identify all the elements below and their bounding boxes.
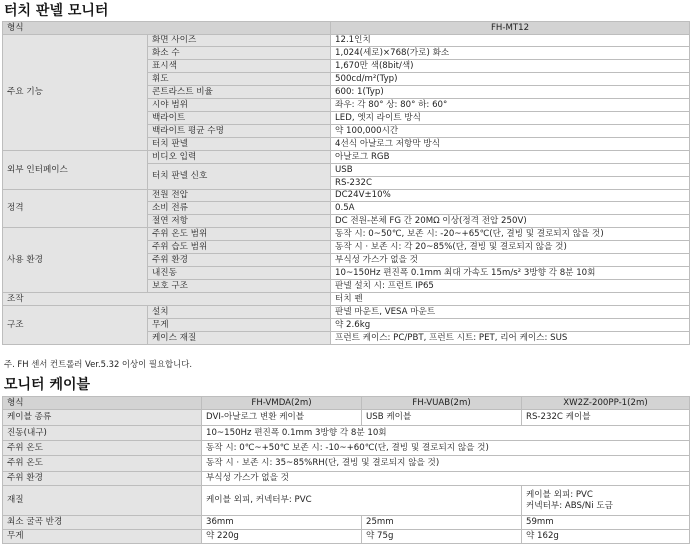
item-value: 좌우: 각 80° 상: 80° 하: 60° — [331, 99, 690, 112]
item-value: 약 100,000시간 — [331, 125, 690, 138]
cable-row — [3, 456, 690, 472]
header-model: FH-MT12 — [331, 22, 690, 35]
spec-row — [3, 228, 690, 241]
item-value: 4선식 아날로그 저항막 방식 — [331, 138, 690, 151]
header-model: FH-VMDA(2m) — [202, 397, 362, 410]
item-label: 전원 전압 — [148, 190, 331, 202]
cell-value: 36mm — [202, 516, 362, 530]
cell-value: DVI-아날로그 변환 케이블 — [202, 410, 362, 426]
item-value: 1,670만 색(8bit/색) — [331, 60, 690, 73]
spec-row — [3, 35, 690, 47]
cell-value: 약 220g — [202, 530, 362, 544]
group-label: 주요 기능 — [3, 35, 148, 151]
spec-row — [3, 151, 690, 164]
item-value: 터치 펜 — [331, 293, 690, 306]
row-label: 주위 환경 — [3, 472, 202, 486]
item-value: 600: 1(Typ) — [331, 86, 690, 99]
item-label: 보호 구조 — [148, 280, 331, 293]
group-label: 조작 — [3, 293, 331, 306]
spec-row — [3, 190, 690, 202]
item-value: USB — [331, 164, 690, 177]
cell-value: RS-232C 케이블 — [522, 410, 690, 426]
footnote: 주. FH 센서 컨트롤러 Ver.5.32 이상이 필요합니다. — [4, 359, 192, 369]
cell-value: 25mm — [362, 516, 522, 530]
item-value: 500cd/m²(Typ) — [331, 73, 690, 86]
material-line: 커넥터부: ABS/Ni 도금 — [526, 500, 613, 511]
cell-value-multiline — [522, 486, 690, 516]
spec-header-row — [3, 22, 690, 35]
item-value: 동작 시 · 보존 시: 각 20~85%(단, 결빙 및 결로되지 않을 것) — [331, 241, 690, 254]
item-label: 소비 전류 — [148, 202, 331, 215]
monitor-spec-table — [2, 21, 690, 345]
item-value: 판넬 설치 시: 프런트 IP65 — [331, 280, 690, 293]
cable-row — [3, 516, 690, 530]
header-label: 형식 — [3, 397, 202, 410]
group-label: 구조 — [3, 306, 148, 345]
section1-title: 터치 판넬 모니터 — [4, 3, 109, 19]
item-label: 케이스 재질 — [148, 332, 331, 345]
item-label: 설치 — [148, 306, 331, 319]
cell-value: 59mm — [522, 516, 690, 530]
spec-row — [3, 306, 690, 319]
spec-row — [3, 293, 690, 306]
cell-value: 부식성 가스가 없을 것 — [202, 472, 690, 486]
item-value: 부식성 가스가 없을 것 — [331, 254, 690, 267]
cell-value: 약 75g — [362, 530, 522, 544]
item-value: DC24V±10% — [331, 190, 690, 202]
item-label: 주위 환경 — [148, 254, 331, 267]
item-label: 내진동 — [148, 267, 331, 280]
item-value: 아날로그 RGB — [331, 151, 690, 164]
group-label: 외부 인터페이스 — [3, 151, 148, 190]
header-model: FH-VUAB(2m) — [362, 397, 522, 410]
item-value: 판넬 마운트, VESA 마운트 — [331, 306, 690, 319]
cable-row — [3, 441, 690, 456]
item-label: 절연 저항 — [148, 215, 331, 228]
row-label: 진동(내구) — [3, 426, 202, 441]
row-label: 재질 — [3, 486, 202, 516]
row-label: 최소 굴곡 반경 — [3, 516, 202, 530]
item-label: 백라이트 평균 수명 — [148, 125, 331, 138]
item-value: 10~150Hz 편진폭 0.1mm 최대 가속도 15m/s² 3방향 각 8분 10회 — [331, 267, 690, 280]
cell-value: USB 케이블 — [362, 410, 522, 426]
cable-spec-table — [2, 396, 690, 544]
row-label: 주위 온도 — [3, 441, 202, 456]
header-label: 형식 — [3, 22, 331, 35]
cell-value: 10~150Hz 편진폭 0.1mm 3방향 각 8분 10회 — [202, 426, 690, 441]
cable-row — [3, 472, 690, 486]
item-label: 화면 사이즈 — [148, 35, 331, 47]
item-value: 0.5A — [331, 202, 690, 215]
item-label: 휘도 — [148, 73, 331, 86]
item-value: RS-232C — [331, 177, 690, 190]
group-label: 사용 환경 — [3, 228, 148, 293]
cable-row — [3, 530, 690, 544]
item-value: LED, 엣지 라이트 방식 — [331, 112, 690, 125]
material-line: 케이블 외피: PVC — [526, 489, 593, 500]
item-label: 주위 습도 범위 — [148, 241, 331, 254]
row-label: 케이블 종류 — [3, 410, 202, 426]
item-value: 1,024(세로)×768(가로) 화소 — [331, 47, 690, 60]
group-label: 정격 — [3, 190, 148, 228]
row-label: 주위 온도 — [3, 456, 202, 472]
cable-row — [3, 486, 690, 516]
item-value: 프런트 케이스: PC/PBT, 프런트 시트: PET, 리어 케이스: SUS — [331, 332, 690, 345]
item-label: 표시색 — [148, 60, 331, 73]
item-label: 비디오 입력 — [148, 151, 331, 164]
item-label: 화소 수 — [148, 47, 331, 60]
cable-row — [3, 426, 690, 441]
item-label: 터치 판넬 신호 — [148, 164, 331, 190]
item-value: DC 전원-본체 FG 간 20MΩ 이상(정격 전압 250V) — [331, 215, 690, 228]
cell-value: 약 162g — [522, 530, 690, 544]
item-label: 백라이트 — [148, 112, 331, 125]
cell-value: 케이블 외피, 커넥터부: PVC — [202, 486, 522, 516]
row-label: 무게 — [3, 530, 202, 544]
cell-value: 동작 시: 0℃~+50℃ 보존 시: -10~+60℃(단, 결빙 및 결로되지 않을 것) — [202, 441, 690, 456]
item-label: 시야 범위 — [148, 99, 331, 112]
cable-header-row — [3, 397, 690, 410]
item-label: 터치 판넬 — [148, 138, 331, 151]
item-label: 콘트라스트 비율 — [148, 86, 331, 99]
item-label: 무게 — [148, 319, 331, 332]
cell-value: 동작 시 · 보존 시: 35~85%RH(단, 결빙 및 결로되지 않을 것) — [202, 456, 690, 472]
item-value: 약 2.6kg — [331, 319, 690, 332]
header-model: XW2Z-200PP-1(2m) — [522, 397, 690, 410]
item-value: 동작 시: 0~50℃, 보존 시: -20~+65℃(단, 결빙 및 결로되지 않을 것) — [331, 228, 690, 241]
item-label: 주위 온도 범위 — [148, 228, 331, 241]
cable-row — [3, 410, 690, 426]
section2-title: 모니터 케이블 — [4, 377, 91, 393]
item-value: 12.1인치 — [331, 35, 690, 47]
